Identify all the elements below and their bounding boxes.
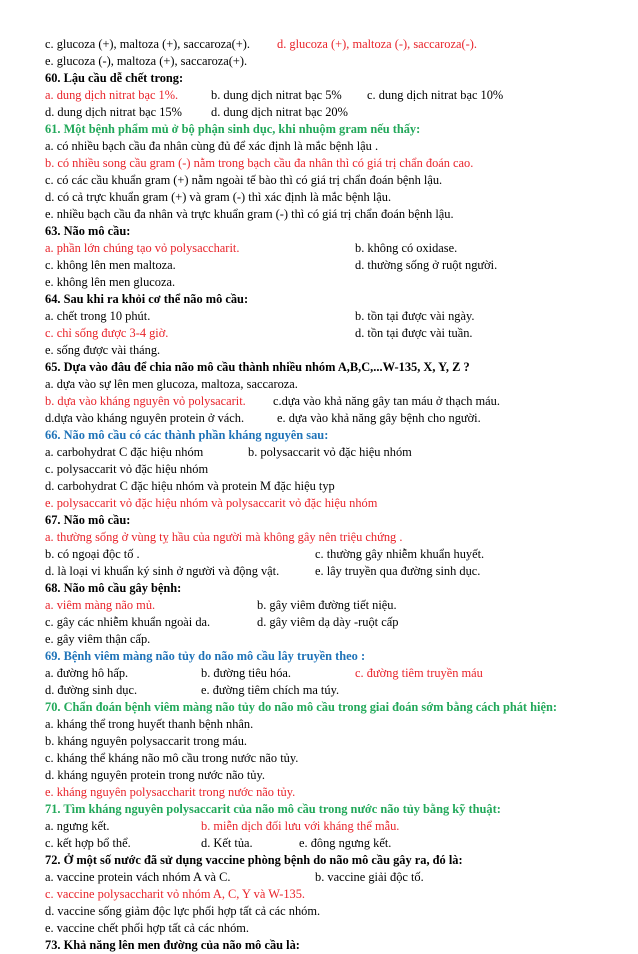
answer-option: c. kết hợp bổ thể.: [45, 836, 131, 850]
question-heading: [45, 801, 605, 818]
answer-options-line: [45, 376, 605, 393]
answer-option: a. đường hô hấp.: [45, 666, 129, 680]
question-heading: [45, 291, 605, 308]
question-heading: [45, 648, 605, 665]
answer-option: d. Kết tủa.: [201, 836, 253, 850]
answer-option: d.dựa vào kháng nguyên protein ở vách.: [45, 411, 245, 425]
answer-options-line: [45, 104, 605, 121]
answer-option: d. kháng nguyên protein trong nước não tủy.: [45, 768, 265, 782]
answer-options-line: [45, 920, 605, 937]
answer-option: b. polysaccarit vỏ đặc hiệu nhóm: [248, 445, 412, 459]
question-heading: [45, 699, 605, 716]
answer-options-line: [45, 784, 605, 801]
answer-option: a. chết trong 10 phút.: [45, 309, 151, 323]
answer-options-line: [45, 461, 605, 478]
document-page: [45, 36, 605, 954]
answer-option: d. có cả trực khuẩn gram (+) và gram (-) thì xác định là mắc bệnh lậu.: [45, 190, 392, 204]
answer-option: d. vaccine sống giảm độc lực phối hợp tất cả các nhóm.: [45, 904, 321, 918]
answer-options-line: [45, 172, 605, 189]
question-heading: [45, 580, 605, 597]
answer-options-line: [45, 818, 605, 835]
answer-options-line: [45, 87, 605, 104]
answer-option: b. vaccine giải độc tố.: [315, 870, 424, 884]
correct-answer-option: b. miễn dịch đối lưu với kháng thể mẫu.: [201, 819, 400, 833]
answer-options-line: [45, 767, 605, 784]
answer-option: b. dung dịch nitrat bạc 5%: [211, 88, 342, 102]
question-heading: [45, 937, 605, 954]
answer-options-line: [45, 869, 605, 886]
correct-answer-option: c. đường tiêm truyền máu: [355, 666, 483, 680]
question-text: 68. Não mô cầu gây bệnh:: [45, 581, 182, 595]
question-heading: [45, 223, 605, 240]
answer-option: e. dựa vào khả năng gây bệnh cho người.: [277, 411, 481, 425]
question-text: 65. Dựa vào đâu để chia não mô cầu thành nhiều nhóm A,B,C,...W-135, X, Y, Z ?: [45, 360, 470, 374]
answer-options-line: [45, 478, 605, 495]
answer-option: e. lây truyền qua đường sinh dục.: [315, 564, 481, 578]
answer-option: e. không lên men glucoza.: [45, 275, 176, 289]
answer-options-line: [45, 274, 605, 291]
answer-option: b. tồn tại được vài ngày.: [355, 309, 475, 323]
answer-options-line: [45, 495, 605, 512]
question-text: 60. Lậu cầu dễ chết trong:: [45, 71, 184, 85]
question-text: 73. Khả năng lên men đường của não mô cầu là:: [45, 938, 300, 952]
answer-option: c. gây các nhiễm khuẩn ngoài da.: [45, 615, 211, 629]
answer-options-line: [45, 750, 605, 767]
answer-option: a. vaccine protein vách nhóm A và C.: [45, 870, 231, 884]
answer-option: c. dung dịch nitrat bạc 10%: [367, 88, 504, 102]
question-text: 61. Một bệnh phẩm mủ ở bộ phận sinh dục, khi nhuộm gram nếu thấy:: [45, 122, 421, 136]
answer-option: d. thường sống ở ruột người.: [355, 258, 498, 272]
correct-answer-option: a. phần lớn chúng tạo vỏ polysaccharit.: [45, 241, 240, 255]
correct-answer-option: c. vaccine polysaccharit vỏ nhóm A, C, Y và W-135.: [45, 887, 306, 901]
answer-option: d. dung dịch nitrat bạc 15%: [45, 105, 182, 119]
answer-options-line: [45, 563, 605, 580]
correct-answer-option: e. polysaccarit vỏ đặc hiệu nhóm và polysaccarit vỏ đặc hiệu nhóm: [45, 496, 378, 510]
answer-option: e. sống được vài tháng.: [45, 343, 161, 357]
answer-options-line: [45, 189, 605, 206]
question-heading: [45, 852, 605, 869]
question-text: 63. Não mô cầu:: [45, 224, 131, 238]
answer-option: a. kháng thể trong huyết thanh bệnh nhân.: [45, 717, 254, 731]
answer-option: e. đường tiêm chích ma túy.: [201, 683, 340, 697]
answer-option: e. đông ngưng kết.: [299, 836, 392, 850]
correct-answer-option: b. có nhiều song cầu gram (-) nằm trong bạch cầu đa nhân thì có giá trị chẩn đoán cao.: [45, 156, 474, 170]
answer-options-line: [45, 240, 605, 257]
answer-option: e. nhiều bạch cầu đa nhân và trực khuẩn gram (-) thì có giá trị chẩn đoán bệnh lậu.: [45, 207, 454, 221]
answer-option: c.dựa vào khả năng gây tan máu ở thạch máu.: [273, 394, 500, 408]
answer-option: d. tồn tại được vài tuần.: [355, 326, 473, 340]
answer-option: d. dung dịch nitrat bạc 20%: [211, 105, 348, 119]
answer-option: b. không có oxidase.: [355, 241, 458, 255]
answer-option: a. có nhiều bạch cầu đa nhân cùng đủ để xác định là mắc bệnh lậu .: [45, 139, 379, 153]
answer-option: e. gây viêm thận cấp.: [45, 632, 151, 646]
answer-option: b. có ngoại độc tố .: [45, 547, 140, 561]
answer-option: c. kháng thể kháng não mô cầu trong nước não tủy.: [45, 751, 299, 765]
answer-options-line: [45, 138, 605, 155]
answer-option: e. vaccine chết phối hợp tất cả các nhóm.: [45, 921, 250, 935]
answer-options-line: [45, 733, 605, 750]
answer-option: d. gây viêm dạ dày -ruột cấp: [257, 615, 399, 629]
answer-options-line: [45, 665, 605, 682]
answer-option: c. glucoza (+), maltoza (+), saccaroza(+).: [45, 37, 250, 51]
answer-option: c. có các cầu khuẩn gram (+) nằm ngoài tế bào thì có giá trị chẩn đoán bệnh lậu.: [45, 173, 443, 187]
question-text: 67. Não mô cầu:: [45, 513, 131, 527]
answer-option: c. polysaccarit vỏ đặc hiệu nhóm: [45, 462, 209, 476]
question-heading: [45, 427, 605, 444]
answer-options-line: [45, 614, 605, 631]
question-text: 66. Não mô cầu có các thành phần kháng nguyên sau:: [45, 428, 329, 442]
question-heading: [45, 512, 605, 529]
answer-options-line: [45, 393, 605, 410]
answer-option: b. gây viêm đường tiết niệu.: [257, 598, 397, 612]
correct-answer-option: a. viêm màng não mủ.: [45, 598, 156, 612]
question-text: 71. Tìm kháng nguyên polysaccarit của não mô cầu trong nước não tủy bằng kỹ thuật:: [45, 802, 501, 816]
answer-options-line: [45, 36, 605, 53]
question-heading: [45, 121, 605, 138]
answer-option: d. carbohydrat C đặc hiệu nhóm và protein M đặc hiệu typ: [45, 479, 335, 493]
answer-options-line: [45, 325, 605, 342]
correct-answer-option: c. chỉ sống được 3-4 giờ.: [45, 326, 169, 340]
question-text: 64. Sau khi ra khỏi cơ thể não mô cầu:: [45, 292, 249, 306]
answer-option: a. dựa vào sự lên men glucoza, maltoza, saccaroza.: [45, 377, 298, 391]
answer-options-line: [45, 903, 605, 920]
answer-option: d. là loại vi khuẩn ký sinh ở người và động vật.: [45, 564, 280, 578]
correct-answer-option: a. thường sống ở vùng tỵ hầu của người mà không gây nên triệu chứng .: [45, 530, 403, 544]
answer-options-line: [45, 631, 605, 648]
question-text: 72. Ở một số nước đã sử dụng vaccine phòng bệnh do não mô cầu gây ra, đó là:: [45, 853, 463, 867]
answer-options-line: [45, 529, 605, 546]
answer-options-line: [45, 257, 605, 274]
answer-option: d. đường sinh dục.: [45, 683, 138, 697]
answer-options-line: [45, 597, 605, 614]
correct-answer-option: a. dung dịch nitrat bạc 1%.: [45, 88, 179, 102]
answer-options-line: [45, 206, 605, 223]
answer-options-line: [45, 886, 605, 903]
answer-options-line: [45, 716, 605, 733]
answer-option: a. ngưng kết.: [45, 819, 110, 833]
question-heading: [45, 359, 605, 376]
question-text: 69. Bệnh viêm màng não tủy do não mô cầu lây truyền theo :: [45, 649, 366, 663]
answer-options-line: [45, 342, 605, 359]
answer-options-line: [45, 308, 605, 325]
correct-answer-option: e. kháng nguyên polysaccharit trong nước não tủy.: [45, 785, 296, 799]
answer-options-line: [45, 444, 605, 461]
answer-option: e. glucoza (-), maltoza (+), saccaroza(+).: [45, 54, 248, 68]
question-text: 70. Chẩn đoán bệnh viêm màng não tủy do não mô cầu trong giai đoán sớm bằng cách phát hiện:: [45, 700, 557, 714]
answer-option: c. không lên men maltoza.: [45, 258, 176, 272]
correct-answer-option: d. glucoza (+), maltoza (-), saccaroza(-).: [277, 37, 477, 51]
answer-options-line: [45, 835, 605, 852]
answer-option: b. kháng nguyên polysaccarit trong máu.: [45, 734, 247, 748]
answer-options-line: [45, 53, 605, 70]
correct-answer-option: b. dựa vào kháng nguyên vỏ polysacarit.: [45, 394, 246, 408]
answer-options-line: [45, 155, 605, 172]
answer-option: b. đường tiêu hóa.: [201, 666, 292, 680]
answer-option: c. thường gây nhiễm khuẩn huyết.: [315, 547, 485, 561]
answer-options-line: [45, 682, 605, 699]
answer-option: a. carbohydrat C đặc hiệu nhóm: [45, 445, 204, 459]
question-heading: [45, 70, 605, 87]
answer-options-line: [45, 546, 605, 563]
answer-options-line: [45, 410, 605, 427]
